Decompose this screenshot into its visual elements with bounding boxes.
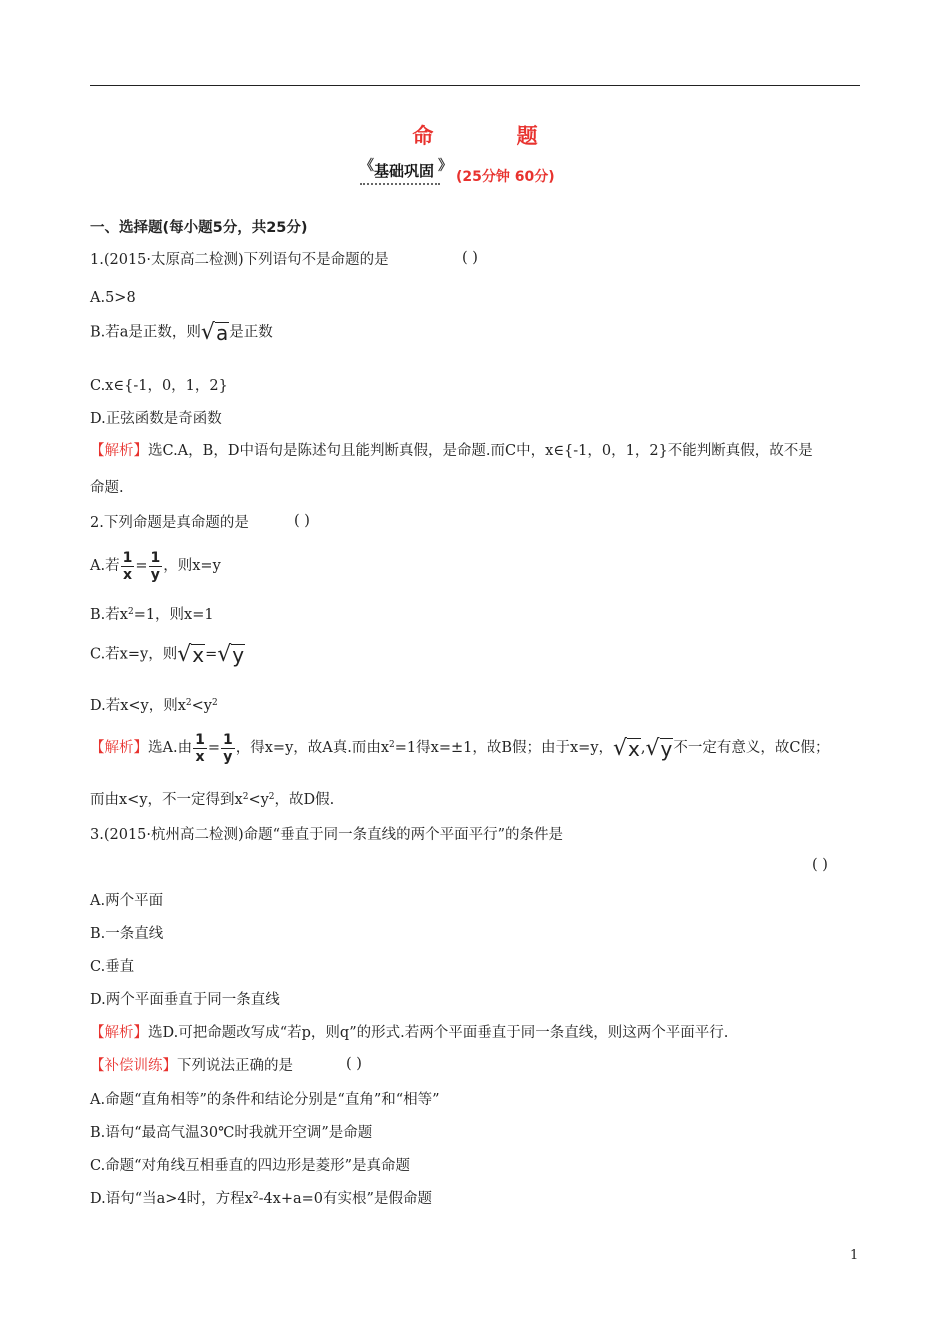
q1-option-a: A.5>8 <box>90 290 136 306</box>
page-number: 1 <box>850 1248 859 1263</box>
extra-option-d <box>90 1189 432 1209</box>
time-score: (25分钟 60分) <box>456 169 555 185</box>
superscript-2: 2 <box>212 698 218 708</box>
header-rule <box>90 85 860 86</box>
q1-stem-text: 1.(2015·太原高二检测)下列语句不是命题的是 <box>90 252 389 268</box>
superscript-2: 2 <box>268 792 275 802</box>
q3-option-a: A.两个平面 <box>90 893 164 909</box>
superscript-2: 2 <box>252 1191 259 1201</box>
equals-sign: = <box>207 740 220 756</box>
frac-num: 1 <box>195 731 205 748</box>
q2-option-b-post: =1，则x=1 <box>133 607 214 623</box>
frac-num: 1 <box>150 549 161 566</box>
extra-stem-text: 下列说法正确的是 <box>177 1058 293 1074</box>
q1-option-c: C.x∈{-1，0，1，2} <box>90 378 228 394</box>
frac-den: x <box>195 748 205 765</box>
q2-analysis-mid: ，得x=y，故A真.而由x <box>235 740 390 756</box>
q1-analysis-cont: 命题. <box>90 480 124 496</box>
superscript-2: 2 <box>127 607 134 617</box>
q2-answer-paren: ( ) <box>294 513 310 529</box>
q2-option-d-pre: D.若x<y，则x <box>90 698 186 714</box>
q2-option-c-pre: C.若x=y，则 <box>90 646 178 663</box>
superscript-2: 2 <box>389 740 395 750</box>
q2-option-b <box>90 605 214 625</box>
extra-stem <box>90 1056 293 1076</box>
q3-stem: 3.(2015·杭州高二检测)命题“垂直于同一条直线的两个平面平行”的条件是 <box>90 827 563 843</box>
sqrt-y-radicand: y <box>232 643 245 667</box>
analysis-tag: 【解析】 <box>90 740 148 756</box>
extra-option-d-pre: D.语句“当a>4时，方程x <box>90 1191 253 1207</box>
q1-analysis-text: 选C.A，B，D中语句是陈述句且能判断真假，是命题.而C中，x∈{-1，0，1，2}不能判断真假，故不是 <box>148 443 813 459</box>
comma: , <box>640 740 646 756</box>
q2-analysis-cont-pre: 而由x<y，不一定得到x <box>90 792 243 808</box>
sqrt-y-radicand: y <box>660 736 673 761</box>
q1-option-b-pre: B.若a是正数，则 <box>90 324 201 341</box>
extra-answer-paren: ( ) <box>346 1056 362 1072</box>
q3-analysis <box>90 1023 728 1043</box>
badge-open-mark: 《 <box>360 157 374 174</box>
fraction-1-over-x <box>121 550 135 583</box>
frac-den: y <box>223 748 233 765</box>
extra-option-a: A.命题“直角相等”的条件和结论分别是“直角”和“相等” <box>90 1092 440 1108</box>
sqrt-x-radicand: x <box>192 643 205 667</box>
q3-option-c: C.垂直 <box>90 959 135 975</box>
q3-option-d: D.两个平面垂直于同一条直线 <box>90 992 280 1008</box>
page-title: 命 题 <box>412 124 576 148</box>
q3-answer-paren: ( ) <box>812 857 828 873</box>
q2-stem: 2.下列命题是真命题的是 <box>90 515 249 531</box>
subtitle-row <box>360 157 555 185</box>
extra-option-d-post: -4x+a=0有实根”是假命题 <box>258 1191 432 1207</box>
sqrt-x: √ x <box>177 642 205 667</box>
q2-option-b-pre: B.若x <box>90 607 128 623</box>
q1-analysis <box>90 441 813 461</box>
fraction-1-over-x <box>193 732 207 765</box>
superscript-2: 2 <box>242 792 249 802</box>
frac-num: 1 <box>223 731 233 748</box>
q3-option-b: B.一条直线 <box>90 926 164 942</box>
sqrt-y: √ y <box>217 642 245 667</box>
sqrt-y: √ y <box>645 735 673 761</box>
q2-option-a-pre: A.若 <box>90 558 120 574</box>
q2-option-a-post: ，则x=y <box>163 558 221 574</box>
q2-option-d <box>90 696 218 716</box>
q1-option-b <box>90 322 273 343</box>
q2-analysis-post: 不一定有意义，故C假； <box>673 740 830 756</box>
q2-analysis-cont-mid: <y <box>248 792 269 808</box>
q2-analysis-pre: 选A.由 <box>148 740 193 756</box>
q1-stem <box>90 250 389 270</box>
frac-den: x <box>122 566 132 583</box>
section-heading: 一、选择题(每小题5分，共25分) <box>90 220 308 236</box>
q2-analysis <box>90 731 829 765</box>
sqrt-a-radicand: a <box>215 321 229 345</box>
q1-answer-paren: ( ) <box>462 250 478 266</box>
fraction-1-over-y <box>221 732 235 765</box>
frac-num: 1 <box>122 549 133 566</box>
q2-option-c <box>90 644 245 665</box>
sqrt-a: √ a <box>200 320 229 345</box>
analysis-tag: 【解析】 <box>90 1025 148 1041</box>
q1-option-d: D.正弦函数是奇函数 <box>90 411 222 427</box>
q3-analysis-text: 选D.可把命题改写成“若p，则q”的形式.若两个平面垂直于同一条直线，则这两个平面平行. <box>148 1025 729 1041</box>
q2-option-a <box>90 549 221 583</box>
equals-sign: = <box>205 646 218 663</box>
sqrt-x-radicand: x <box>628 736 640 761</box>
fraction-1-over-y <box>149 550 163 583</box>
badge-close-mark: 》 <box>438 157 453 174</box>
q2-analysis-cont-post: ，故D假. <box>274 792 335 808</box>
extra-option-c: C.命题“对角线互相垂直的四边形是菱形”是真命题 <box>90 1158 411 1174</box>
badge-label: 基础巩固 <box>374 161 435 180</box>
extra-option-b: B.语句“最高气温30℃时我就开空调”是命题 <box>90 1125 373 1141</box>
q1-option-b-post: 是正数 <box>229 324 273 341</box>
sqrt-x: √ x <box>613 735 640 761</box>
q2-analysis-mid2: =1得x=±1，故B假；由于x=y， <box>394 740 614 756</box>
section-badge <box>360 157 453 185</box>
equals-sign: = <box>135 558 148 574</box>
q2-analysis-cont <box>90 790 334 810</box>
q2-option-d-mid: <y <box>191 698 212 714</box>
supplement-tag: 【补偿训练】 <box>90 1058 177 1074</box>
analysis-tag: 【解析】 <box>90 443 148 459</box>
frac-den: y <box>150 566 160 583</box>
superscript-2: 2 <box>185 698 192 708</box>
